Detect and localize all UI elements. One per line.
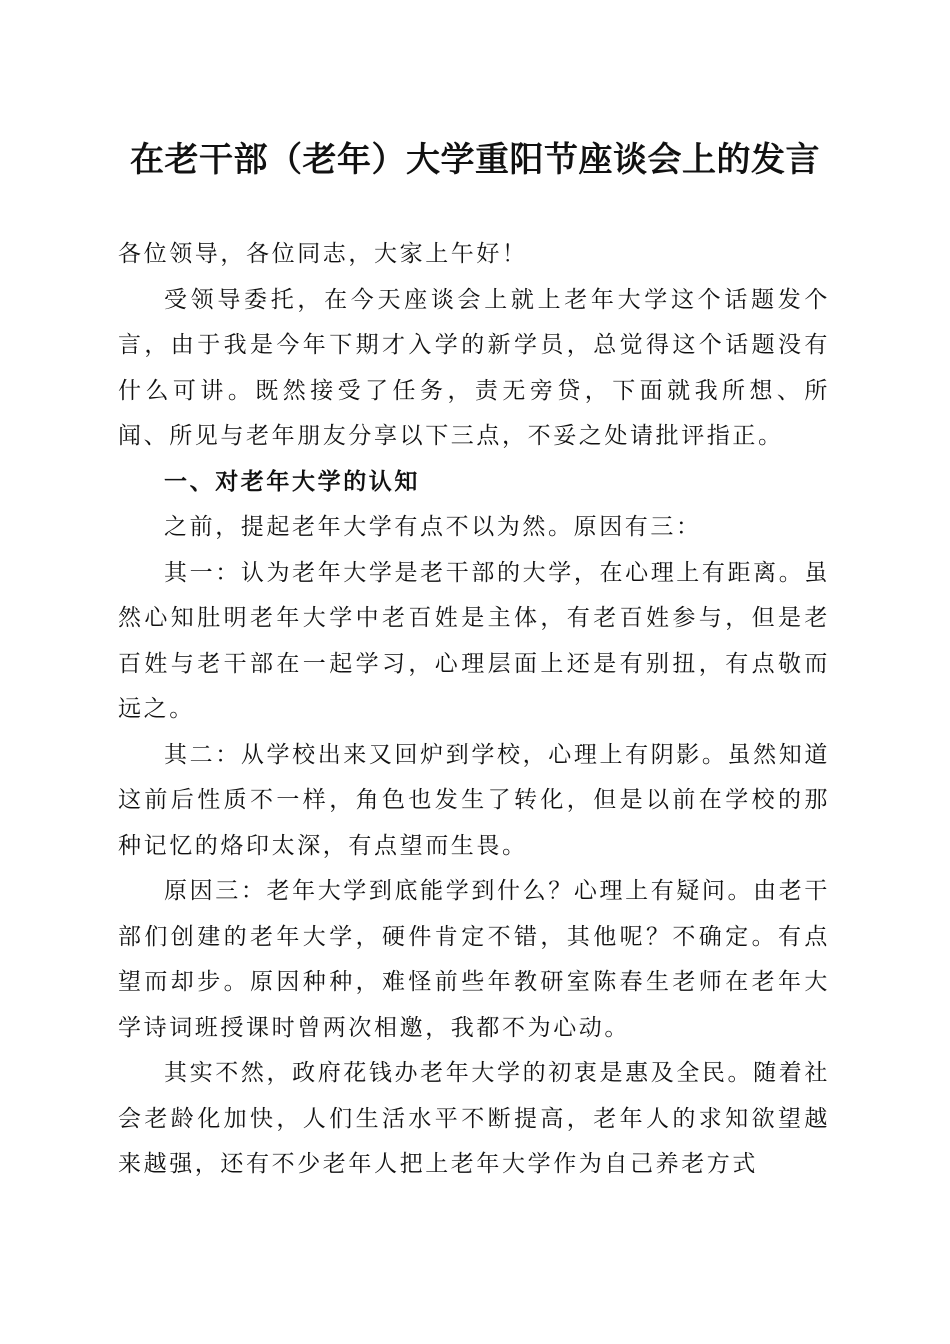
paragraph: 原因三：老年大学到底能学到什么？心理上有疑问。由老干部们创建的老年大学，硬件肯定不错，其他呢？不确定。有点望而却步。原因种种，难怪前些年教研室陈春生老师在老年大学诗词班授课时曾两次相邀，我都不为心动。 bbox=[118, 878, 830, 1041]
paragraph: 其一：认为老年大学是老干部的大学，在心理上有距离。虽然心知肚明老年大学中老百姓是主体，有老百姓参与，但是老百姓与老干部在一起学习，心理层面上还是有别扭，有点敬而远之。 bbox=[118, 559, 830, 722]
paragraph: 其实不然，政府花钱办老年大学的初衷是惠及全民。随着社会老龄化加快，人们生活水平不断提高，老年人的求知欲望越来越强，还有不少老年人把上老年大学作为自己养老方式 bbox=[118, 1060, 830, 1177]
paragraph: 受领导委托，在今天座谈会上就上老年大学这个话题发个言，由于我是今年下期才入学的新学员，总觉得这个话题没有什么可讲。既然接受了任务，责无旁贷，下面就我所想、所闻、所见与老年朋友分享以下三点，不妥之处请批评指正。 bbox=[118, 286, 830, 449]
document-body bbox=[118, 232, 830, 1188]
paragraph: 其二：从学校出来又回炉到学校，心理上有阴影。虽然知道这前后性质不一样，角色也发生了转化，但是以前在学校的那种记忆的烙印太深，有点望而生畏。 bbox=[118, 741, 830, 859]
document-title: 在老干部（老年）大学重阳节座谈会上的发言 bbox=[130, 140, 820, 180]
section-heading: 一、对老年大学的认知 bbox=[164, 468, 420, 495]
paragraph: 之前，提起老年大学有点不以为然。原因有三： bbox=[164, 514, 702, 540]
greeting: 各位领导，各位同志，大家上午好！ bbox=[118, 241, 528, 267]
